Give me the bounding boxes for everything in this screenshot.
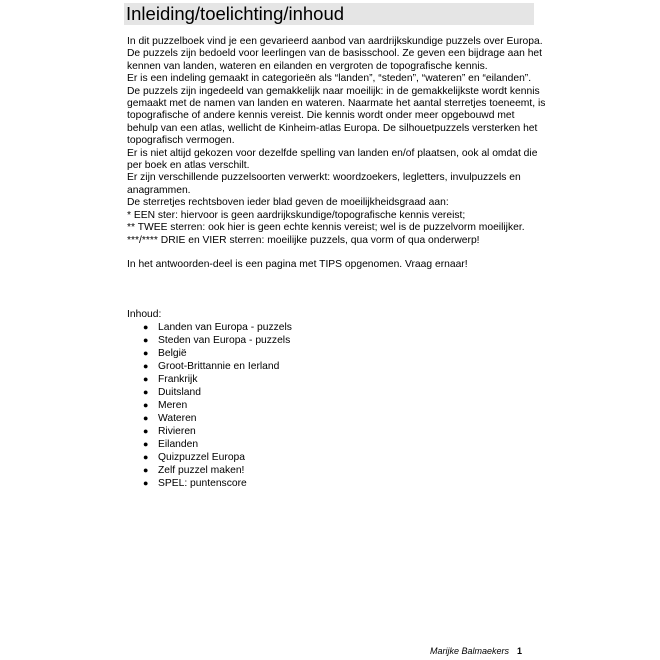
tips-paragraph: In het antwoorden-deel is een pagina met TIPS opgenomen. Vraag ernaar! (127, 259, 468, 271)
toc-item (127, 399, 547, 412)
toc-item-label: SPEL: puntenscore (158, 478, 247, 490)
puzzle-types-paragraph: Er zijn verschillende puzzelsoorten verwerkt: woordzoekers, legletters, invulpuzzels en anagrammen. (127, 172, 521, 196)
bullet-icon: ● (143, 400, 149, 411)
toc-item (127, 477, 547, 490)
page-title: Inleiding/toelichting/inhoud (126, 3, 345, 24)
spacer (127, 247, 547, 259)
bullet-icon: ● (143, 361, 149, 372)
toc-item-label: Groot-Brittannie en Ierland (158, 361, 280, 373)
toc-item-label: Meren (158, 400, 188, 412)
toc-heading: Inhoud: (127, 308, 162, 320)
toc-item (127, 438, 547, 451)
bullet-icon: ● (143, 335, 149, 346)
bullet-icon: ● (143, 439, 149, 450)
stars-intro-paragraph: De sterretjes rechtsboven ieder blad geven de moeilijkheidsgraad aan: (127, 197, 449, 209)
toc-item (127, 386, 547, 399)
two-star-line: ** TWEE sterren: ook hier is geen echte kennis vereist; wel is de puzzelvorm moeilijker. (127, 222, 525, 234)
author-name: Marijke Balmaekers (430, 646, 510, 656)
page-footer (430, 646, 522, 657)
bullet-icon: ● (143, 478, 149, 489)
bullet-icon: ● (143, 387, 149, 398)
toc-item-label: Wateren (158, 413, 197, 425)
spacer (127, 297, 547, 309)
one-star-line: * EEN ster: hiervoor is geen aardrijkskundige/topografische kennis vereist; (127, 209, 466, 221)
toc-item-label: Frankrijk (158, 374, 198, 386)
page-number: 1 (517, 646, 523, 656)
title-bar (124, 3, 534, 25)
bullet-icon: ● (143, 374, 149, 385)
bullet-icon: ● (143, 465, 149, 476)
toc-item (127, 425, 547, 438)
categories-paragraph: Er is een indeling gemaakt in categorieën als “landen”, “steden”, “wateren” en “eilanden”. (127, 73, 532, 85)
bullet-icon: ● (143, 322, 149, 333)
spacer (127, 272, 547, 297)
toc-item (127, 321, 547, 334)
bullet-icon: ● (143, 426, 149, 437)
toc-item (127, 451, 547, 464)
toc-item-label: Quizpuzzel Europa (158, 452, 246, 464)
toc-list (127, 321, 547, 490)
toc-item-label: Duitsland (158, 387, 201, 399)
bullet-icon: ● (143, 413, 149, 424)
difficulty-paragraph: De puzzels zijn ingedeeld van gemakkelijk naar moeilijk: in de gemakkelijkste wordt kennis gemaakt met de namen van landen en wateren. Naarmate het aantal sterretjes toeneemt, is topografische of andere kennis vereist. Die kennis wordt onder meer opgebouwd met behulp van een atlas, wellicht de Kinheim-atlas Europa. De silhouetpuzzels versterken het topografisch vermogen. (127, 85, 546, 147)
audience-paragraph: De puzzels zijn bedoeld voor leerlingen van de basisschool. Ze geven een bijdrage aan het kennen van landen, wateren en eilanden en vergroten de topografische kennis. (127, 48, 543, 72)
toc-item (127, 360, 547, 373)
toc-item (127, 334, 547, 347)
bullet-icon: ● (143, 348, 149, 359)
toc-item-label: Zelf puzzel maken! (158, 465, 245, 477)
toc-item (127, 373, 547, 386)
toc-item-label: België (158, 348, 187, 360)
toc-item-label: Eilanden (158, 439, 199, 451)
toc-item-label: Steden van Europa - puzzels (158, 335, 291, 347)
toc-item (127, 464, 547, 477)
toc-item-label: Landen van Europa - puzzels (158, 322, 292, 334)
body-text (127, 36, 547, 490)
toc-item (127, 412, 547, 425)
toc-item-label: Rivieren (158, 426, 196, 438)
three-four-star-line: ***/**** DRIE en VIER sterren: moeilijke puzzels, qua vorm of qua onderwerp! (127, 234, 480, 246)
toc-item (127, 347, 547, 360)
bullet-icon: ● (143, 452, 149, 463)
spelling-paragraph: Er is niet altijd gekozen voor dezelfde spelling van landen en/of plaatsen, ook al omdat die per boek en atlas verschilt. (127, 147, 538, 172)
intro-paragraph: In dit puzzelboek vind je een gevarieerd aanbod van aardrijkskundige puzzels over Europa. (127, 36, 543, 47)
